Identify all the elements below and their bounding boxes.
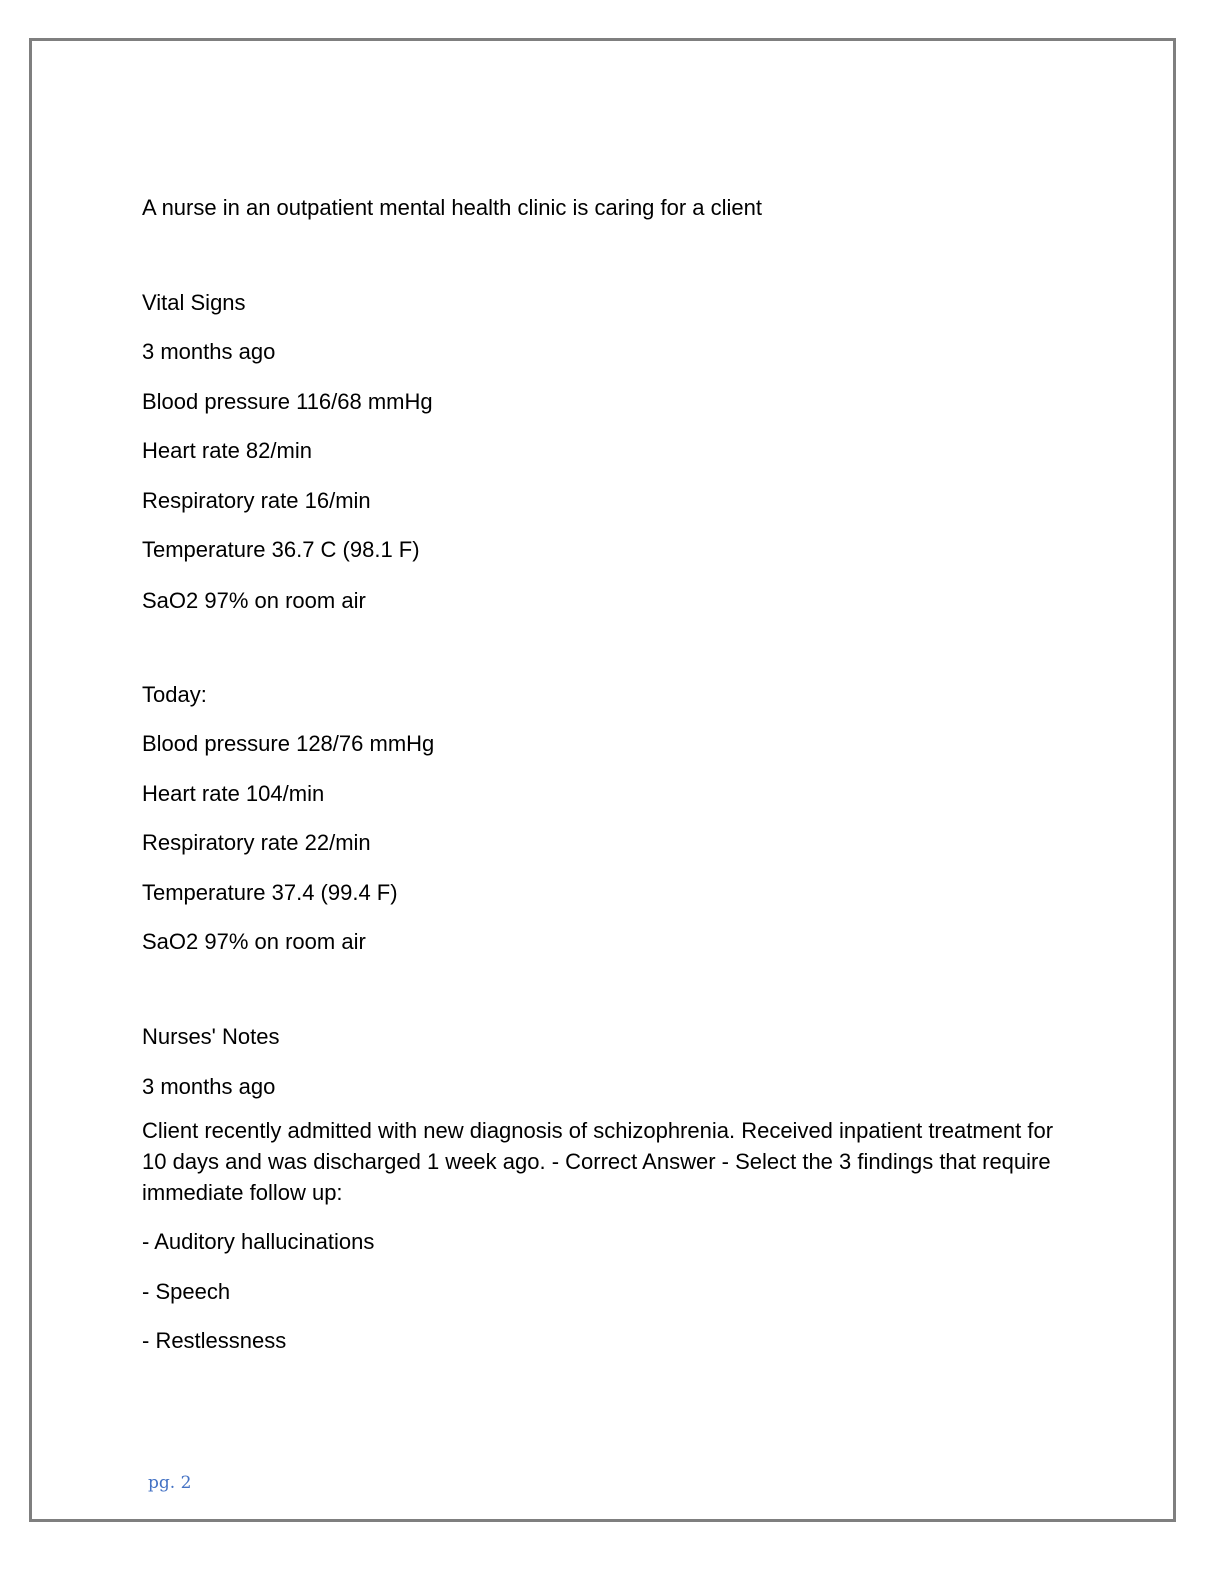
- intro-text: A nurse in an outpatient mental health clinic is caring for a client: [142, 195, 763, 220]
- today-blood-pressure: Blood pressure 128/76 mmHg: [142, 731, 435, 756]
- past-blood-pressure: Blood pressure 116/68 mmHg: [142, 389, 433, 414]
- today-temperature: Temperature 37.4 (99.4 F): [142, 880, 398, 905]
- finding-item: - Restlessness: [142, 1328, 287, 1353]
- nurses-notes-heading: Nurses' Notes: [142, 1024, 280, 1049]
- page-number: pg. 2: [148, 1473, 192, 1493]
- past-sao2: SaO2 97% on room air: [142, 588, 366, 613]
- today-sao2: SaO2 97% on room air: [142, 929, 366, 954]
- nurses-notes-paragraph: Client recently admitted with new diagnosis of schizophrenia. Received inpatient treatment for 10 days and was discharged 1 week ago. - Correct Answer - Select the 3 findings that require immediate follow up:: [142, 1118, 1054, 1205]
- finding-item: - Auditory hallucinations: [142, 1229, 375, 1254]
- finding-item: - Speech: [142, 1279, 231, 1304]
- past-temperature: Temperature 36.7 C (98.1 F): [142, 537, 420, 562]
- vital-signs-today-label: Today:: [142, 682, 207, 707]
- past-respiratory-rate: Respiratory rate 16/min: [142, 488, 371, 513]
- nurses-notes-label: 3 months ago: [142, 1074, 276, 1099]
- today-respiratory-rate: Respiratory rate 22/min: [142, 830, 371, 855]
- today-heart-rate: Heart rate 104/min: [142, 781, 325, 806]
- past-heart-rate: Heart rate 82/min: [142, 438, 312, 463]
- vital-signs-past-label: 3 months ago: [142, 339, 276, 364]
- vital-signs-heading: Vital Signs: [142, 290, 246, 315]
